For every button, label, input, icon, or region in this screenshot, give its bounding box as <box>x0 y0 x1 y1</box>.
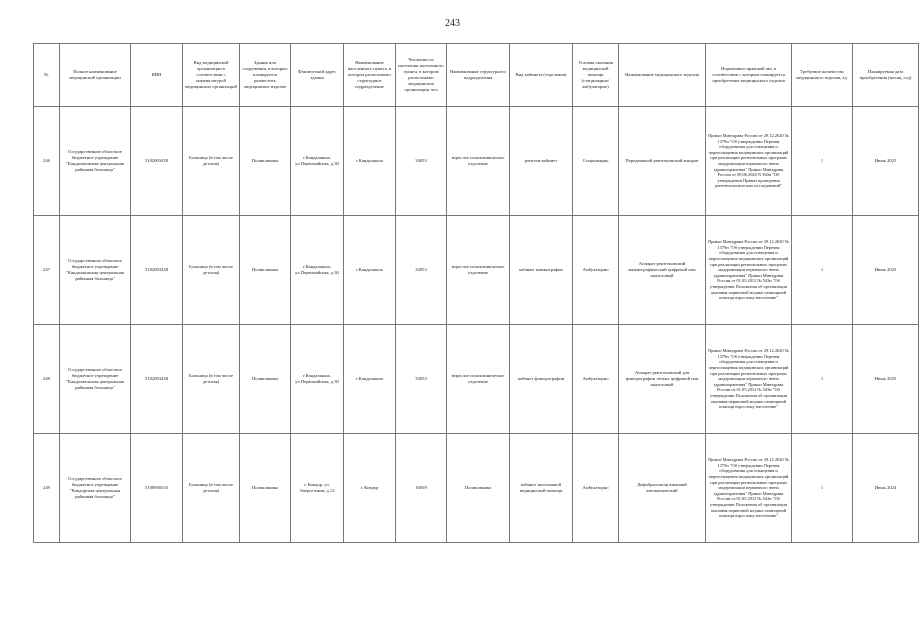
col-header-locality: Наименование населенного пункта, в котором расположено структурное подразделение <box>344 44 396 107</box>
cell-cabinet: кабинет флюорографии <box>510 325 573 434</box>
cell-org-type: Больница (в том числе детская) <box>183 434 240 543</box>
cell-building: Поликлиника <box>240 434 291 543</box>
cell-conditions: Амбулаторно <box>573 434 619 543</box>
cell-subdivision: взрослое поликлиническое отделение <box>447 107 510 216</box>
cell-device: Аппарат рентгеновский для флюорографии легких цифровой или аналоговый <box>619 325 706 434</box>
col-header-conditions: Условия оказания медицинской помощи (стационарно/ амбулаторно) <box>573 44 619 107</box>
cell-device: Аппарат рентгеновский маммографический цифровой или аналоговый <box>619 216 706 325</box>
cell-org-type: Больница (в том числе детская) <box>183 107 240 216</box>
cell-legal-act: Приказ Минздрава России от 29.12.2020 № 1379н "Об утверждении Перечня оборудования для оснащения и переоснащения медицинских организаций при реализации региональных программ модернизации первичного звена здравоохранения" Приказ Минздрава России от 09.06.2020 N 560н "Об утверждении Правил проведения рентгенологических исследований" <box>706 107 792 216</box>
cell-device: Передвижной рентгеновский аппарат <box>619 107 706 216</box>
cell-date: Июнь 2025 <box>853 107 919 216</box>
cell-org-type: Больница (в том числе детская) <box>183 325 240 434</box>
cell-conditions: Стационарно <box>573 107 619 216</box>
cell-address: г.Кандалакша, ул.Первомайская, д.30 <box>291 107 344 216</box>
cell-legal-act: Приказ Минздрава России от 29.12.2020 № 1379н "Об утверждении Перечня оборудования для оснащения и переоснащения медицинских организаций при реализации региональных программ модернизации первичного звена здравоохранения" Приказ Минздрава России от 01.05.2012 № 543н "Об утверждении Положения об организации оказания первичной медико-санитарной помощи взрослому населению" <box>706 434 792 543</box>
col-header-inn: ИНН <box>131 44 183 107</box>
table-row <box>34 216 919 325</box>
cell-cabinet: кабинет неотложной медицинской помощи <box>510 434 573 543</box>
cell-inn: 5102003438 <box>131 325 183 434</box>
cell-address: г. Ковдор, ул. Энергетиков, д.12 <box>291 434 344 543</box>
col-header-quantity: Требуемое количество медицинского изделия, ед. <box>792 44 853 107</box>
cell-number: 249 <box>34 434 60 543</box>
cell-building: Поликлиника <box>240 325 291 434</box>
cell-number: 247 <box>34 216 60 325</box>
cell-quantity: 1 <box>792 434 853 543</box>
cell-population: 34053 <box>396 216 447 325</box>
cell-subdivision: взрослое поликлиническое отделение <box>447 325 510 434</box>
col-header-org-type: Вид медицинской организации в соответствии с номенклатурой медицинских организаций <box>183 44 240 107</box>
page-number: 243 <box>445 18 460 29</box>
cell-legal-act: Приказ Минздрава России от 29.12.2020 № 1379н "Об утверждении Перечня оборудования для оснащения и переоснащения медицинских организаций при реализации региональных программ модернизации первичного звена здравоохранения" Приказ Минздрава России от 01.05.2012 № 543н "Об утверждении Положения об организации оказания первичной медико-санитарной помощи взрослому населению" <box>706 325 792 434</box>
cell-locality: г.Кандалакша <box>344 325 396 434</box>
cell-org: Государственное областное бюджетное учреждение "Кандалакшская центральная районная больница" <box>60 216 131 325</box>
cell-org-type: Больница (в том числе детская) <box>183 216 240 325</box>
cell-org: Государственное областное бюджетное учреждение "Кандалакшская центральная районная больница" <box>60 107 131 216</box>
cell-inn: 5108900533 <box>131 434 183 543</box>
cell-building: Поликлиника <box>240 107 291 216</box>
cell-legal-act: Приказ Минздрава России от 29.12.2020 № 1379н "Об утверждении Перечня оборудования для оснащения и переоснащения медицинских организаций при реализации региональных программ модернизации первичного звена здравоохранения" Приказ Минздрава России от 01.05.2012 № 543н "Об утверждении Положения об организации оказания первичной медико-санитарной помощи взрослому населению" <box>706 216 792 325</box>
cell-number: 248 <box>34 325 60 434</box>
cell-date: Июнь 2025 <box>853 325 919 434</box>
cell-inn: 5102003438 <box>131 216 183 325</box>
cell-quantity: 1 <box>792 216 853 325</box>
cell-address: г.Кандалакша, ул.Первомайская, д.30 <box>291 325 344 434</box>
col-header-cabinet: Вид кабинета (отделения) <box>510 44 573 107</box>
cell-subdivision: взрослое поликлиническое отделение <box>447 216 510 325</box>
cell-number: 246 <box>34 107 60 216</box>
cell-quantity: 1 <box>792 107 853 216</box>
cell-conditions: Амбулаторно <box>573 325 619 434</box>
cell-address: г.Кандалакша, ул.Первомайская, д.30 <box>291 216 344 325</box>
table-row <box>34 434 919 543</box>
cell-locality: г. Ковдор <box>344 434 396 543</box>
col-header-number: № <box>34 44 60 107</box>
cell-cabinet: рентген-кабинет <box>510 107 573 216</box>
header-row <box>34 44 919 107</box>
cell-quantity: 1 <box>792 325 853 434</box>
cell-device: Дефибриллятор внешний автоматический <box>619 434 706 543</box>
cell-population: 34053 <box>396 107 447 216</box>
col-header-legal-act: Нормативно-правовой акт, в соответствии с которым планируется приобретение медицинского изделия <box>706 44 792 107</box>
cell-org: Государственное областное бюджетное учреждение "Кандалакшская центральная районная больница" <box>60 325 131 434</box>
cell-population: 34053 <box>396 325 447 434</box>
cell-subdivision: Поликлиника <box>447 434 510 543</box>
cell-locality: г.Кандалакша <box>344 107 396 216</box>
table-row <box>34 325 919 434</box>
cell-date: Июнь 2025 <box>853 216 919 325</box>
col-header-subdivision: Наименование структурного подразделения <box>447 44 510 107</box>
col-header-address: Фактический адрес здания <box>291 44 344 107</box>
col-header-date: Планируемая дата приобретения (месяц, год) <box>853 44 919 107</box>
cell-conditions: Амбулаторно <box>573 216 619 325</box>
cell-org: Государственное областное бюджетное учреждение "Ковдорская центральная районная больница" <box>60 434 131 543</box>
cell-locality: г.Кандалакша <box>344 216 396 325</box>
col-header-device: Наименование медицинского изделия <box>619 44 706 107</box>
col-header-org: Полное наименование медицинской организации <box>60 44 131 107</box>
col-header-building: Здания или сооружения, в которых планируется разместить медицинское изделие <box>240 44 291 107</box>
cell-cabinet: кабинет маммографии <box>510 216 573 325</box>
table-row <box>34 107 919 216</box>
equipment-table <box>33 43 919 543</box>
cell-inn: 5102003438 <box>131 107 183 216</box>
col-header-population: Численность населения населенного пункта, в котором расположено медицинская организация, чел <box>396 44 447 107</box>
cell-population: 16059 <box>396 434 447 543</box>
cell-date: Июнь 2024 <box>853 434 919 543</box>
cell-building: Поликлиника <box>240 216 291 325</box>
